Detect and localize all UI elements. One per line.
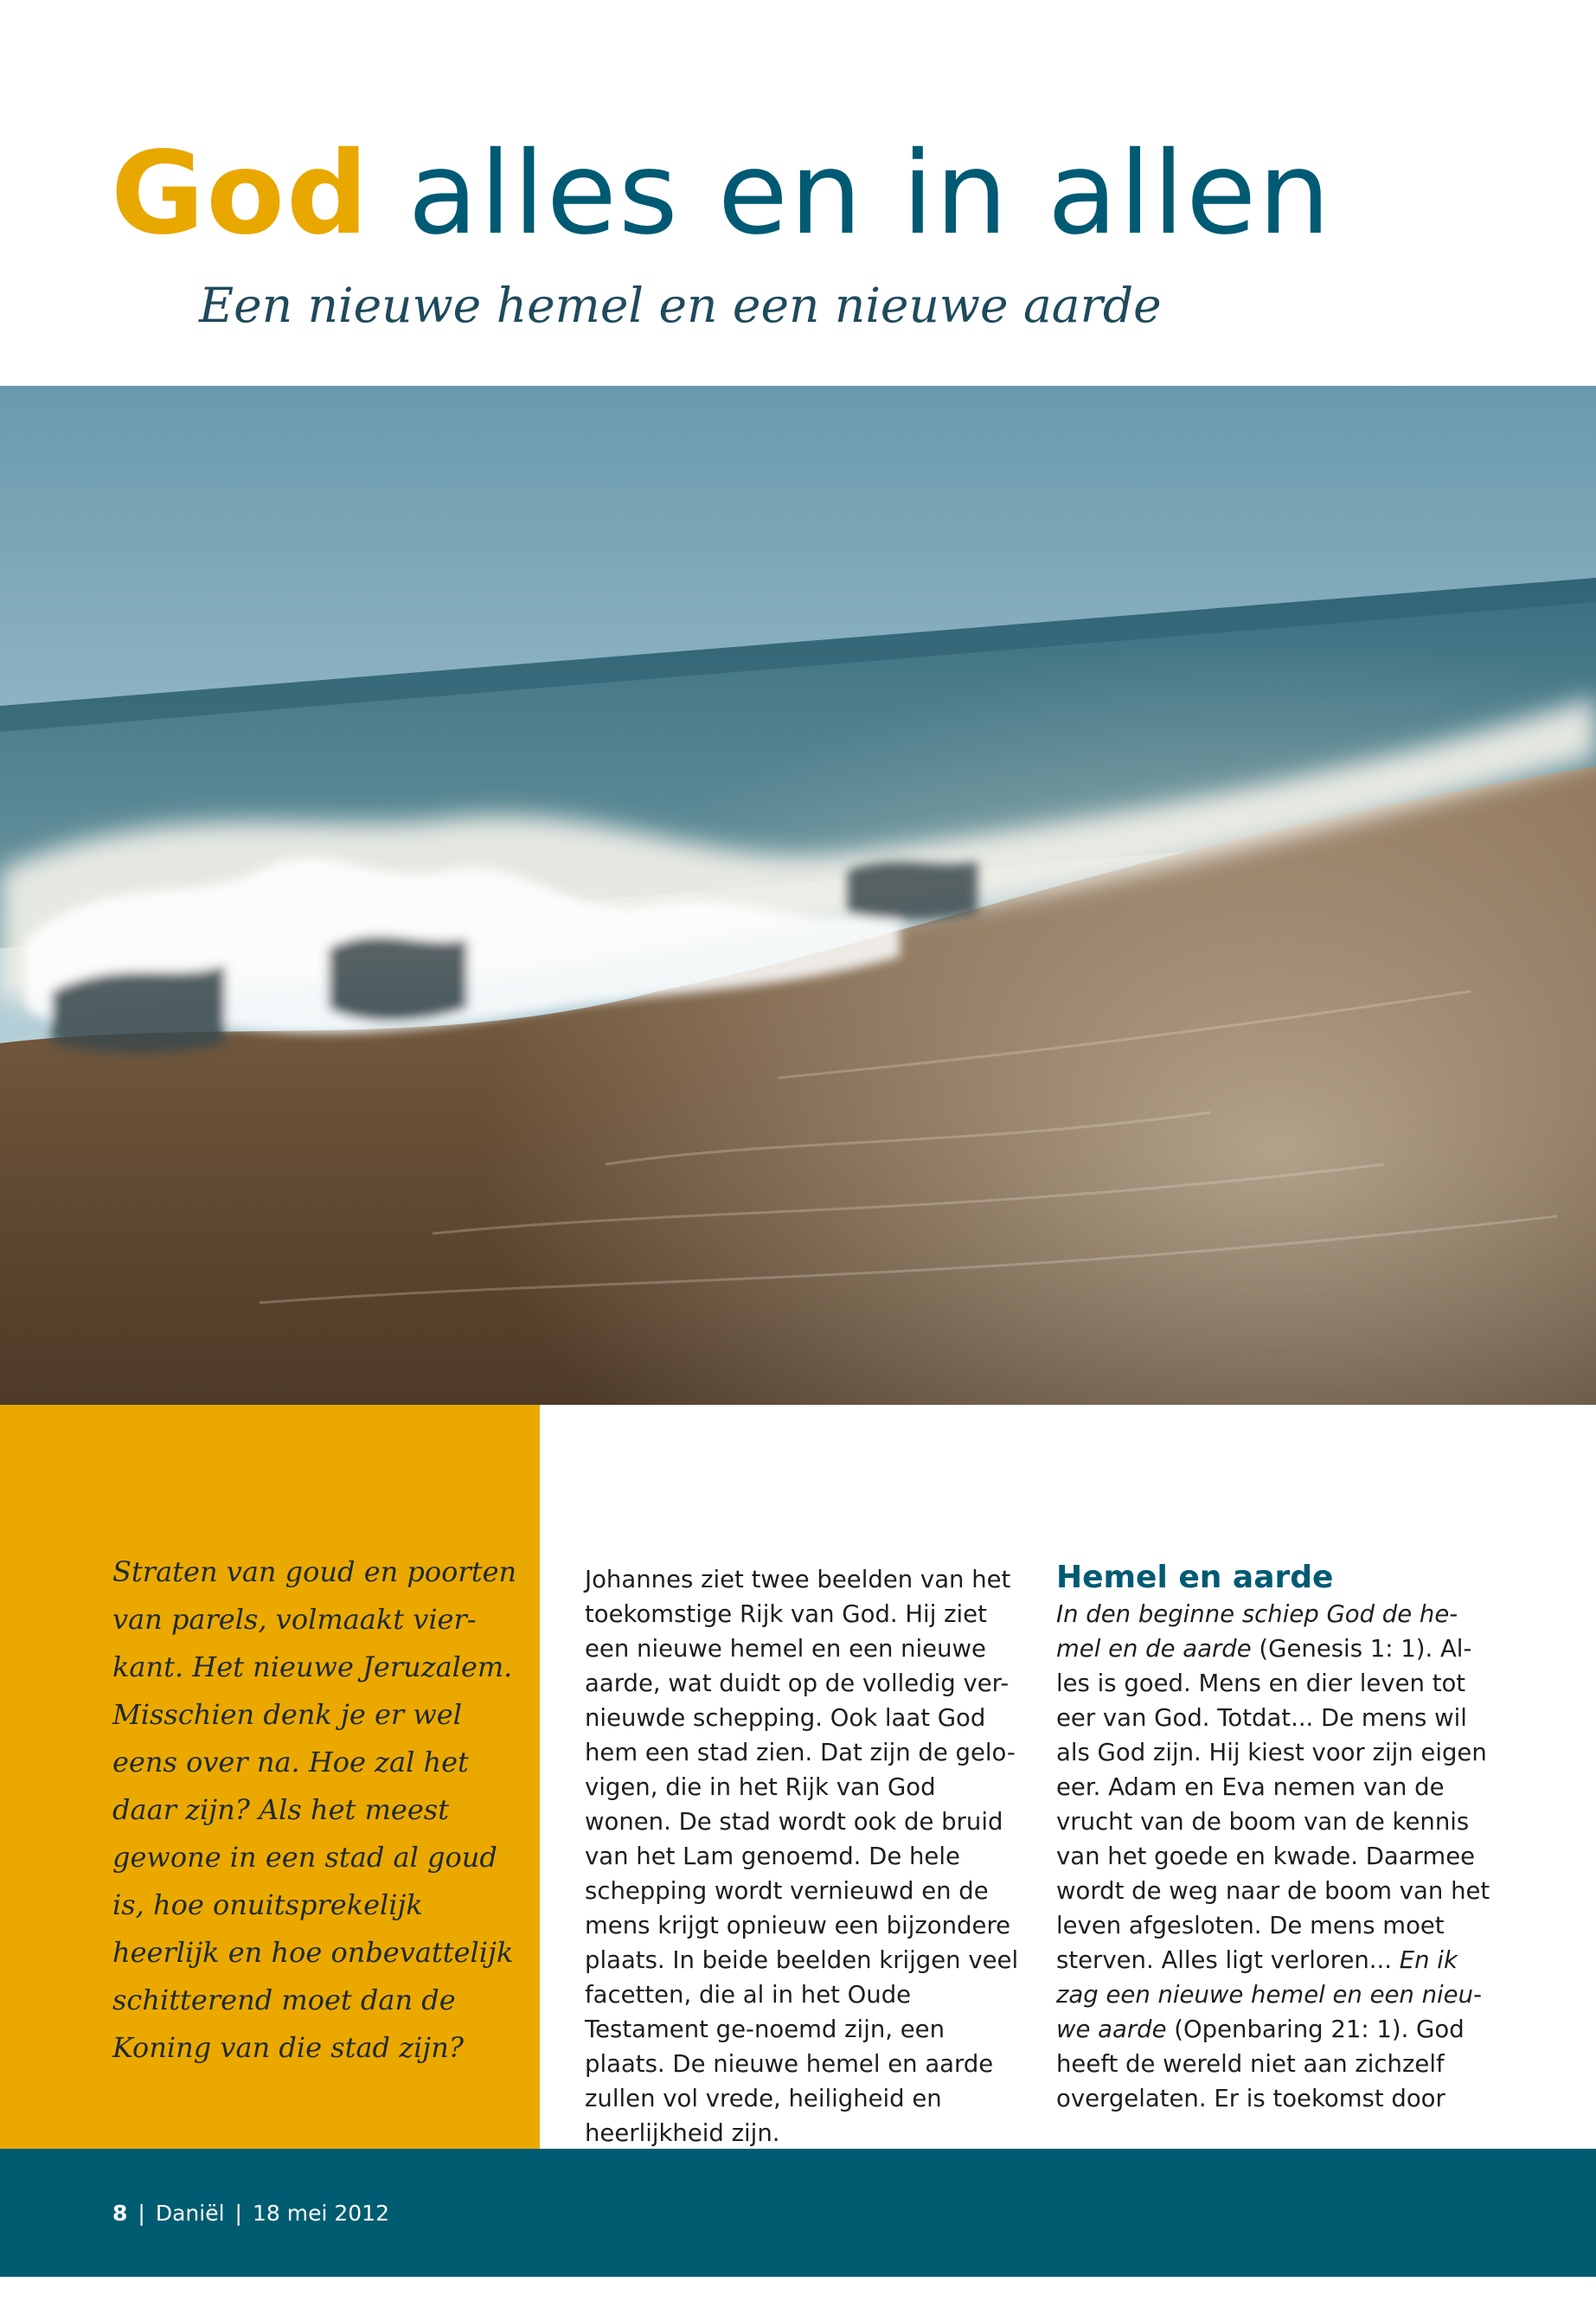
scripture-quote-1: In den beginne schiep God de he-mel en de aarde (1056, 1600, 1458, 1663)
body-column-right (1056, 1559, 1493, 2116)
body-text-2: (Openbaring 21: 1). God heeft de wereld niet aan zichzelf overgelaten. Er is toekomst door (1056, 2016, 1465, 2112)
intro-box (0, 1405, 540, 2149)
article-subtitle: Een nieuwe hemel en een nieuwe aarde (199, 278, 1162, 333)
body-column-middle: Johannes ziet twee beelden van het toekomstige Rijk van God. Hij ziet een nieuwe hemel en een nieuwe aarde, wat duidt op de volledig ver-nieuwde schepping. Ook laat God hem een stad zien. Dat zijn de gelo-vigen, die in het Rijk van God wonen. De stad wordt ook de bruid van het Lam genoemd. De hele schepping wordt vernieuwd en de mens krijgt opnieuw een bijzondere plaats. In beide beelden krijgen veel facetten, die al in het Oude Testament ge-noemd zijn, een plaats. De nieuwe hemel en aarde zullen vol vrede, heiligheid en heerlijkheid zijn. (585, 1566, 1019, 2147)
body-text-1: (Genesis 1: 1). Al-les is goed. Mens en dier leven tot eer van God. Totdat... De mens wil als God zijn. Hij kiest voor zijn eigen eer. Adam en Eva nemen van de vrucht van de boom van de kennis van het goede en kwade. Daarmee wordt de weg naar de boom van het leven afgesloten. De mens moet sterven. Alles ligt verloren... (1056, 1635, 1490, 1974)
scripture-quote-2: En ik zag een nieuwe hemel en een nieu-we aarde (1056, 1946, 1482, 2043)
footer-separator: | (234, 2201, 242, 2226)
page-number: 8 (112, 2201, 128, 2226)
article-title (111, 127, 1332, 260)
footer-separator: | (138, 2201, 145, 2226)
section-body (1056, 1597, 1493, 2116)
intro-text: Straten van goud en poorten van parels, volmaakt vier-kant. Het nieuwe Jeruzalem. Misschien denk je er wel eens over na. Hoe zal het daar zijn? Als het meest gewone in een stad al goud is, hoe onuitsprekelijk heerlijk en hoe onbevattelijk schitterend moet dan de Koning van die stad zijn? (112, 1555, 517, 2064)
issue-date: 18 mei 2012 (252, 2201, 389, 2226)
title-highlight: God (111, 127, 370, 260)
title-rest: alles en in allen (407, 127, 1332, 260)
sea-waves-photo (0, 386, 1596, 1405)
footer-info (112, 2201, 389, 2226)
page-footer (0, 2149, 1596, 2277)
magazine-name: Daniël (155, 2201, 225, 2226)
section-heading: Hemel en aarde (1056, 1560, 1334, 1595)
